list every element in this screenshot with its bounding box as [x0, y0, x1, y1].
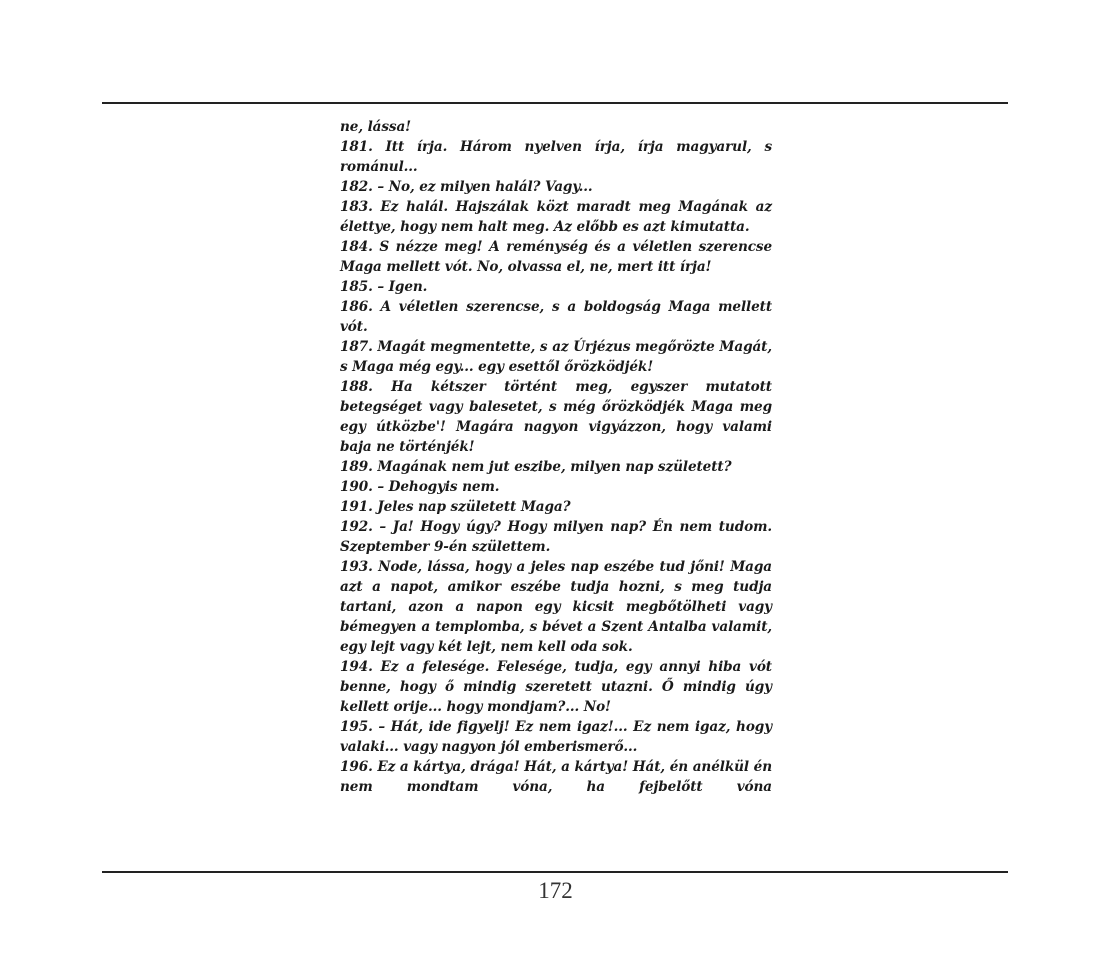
paragraph: 182. – No, ez milyen halál? Vagy... [340, 179, 593, 195]
paragraph: 194. Ez a felesége. Felesége, tudja, egy annyi hiba vót benne, hogy ő mindig szeretett utazni. Ő mindig úgy kellett orije... hogy mondjam?... No! [340, 659, 772, 715]
paragraph: 196. Ez a kártya, drága! Hát, a kártya! Hát, én anélkül én nem mondtam vóna, ha fejbelőtt vóna [340, 759, 772, 795]
bottom-rule [102, 871, 1008, 873]
paragraph: 186. A véletlen szerencse, s a boldogság Maga mellett vót. [340, 299, 772, 335]
paragraph: 185. – Igen. [340, 279, 428, 295]
paragraph: 191. Jeles nap született Maga? [340, 499, 571, 515]
top-rule [102, 102, 1008, 104]
paragraph: 189. Magának nem jut eszibe, milyen nap született? [340, 459, 732, 475]
paragraph: 190. – Dehogyis nem. [340, 479, 500, 495]
paragraph: 187. Magát megmentette, s az Úrjézus megőrözte Magát, s Maga még egy... egy esettől őrözködjék! [340, 339, 772, 375]
paragraph: 192. – Ja! Hogy úgy? Hogy milyen nap? Én nem tudom. Szeptember 9-én születtem. [340, 519, 772, 555]
paragraph: ne, lássa! [340, 119, 412, 135]
paragraph: 181. Itt írja. Három nyelven írja, írja magyarul, s románul... [340, 139, 772, 175]
paragraph: 188. Ha kétszer történt meg, egyszer mutatott betegséget vagy balesetet, s még őrözködjék Maga meg egy útközbe'! Magára nagyon vigyázzon, hogy valami baja ne történjék! [340, 379, 772, 455]
body-text [340, 117, 772, 797]
paragraph: 184. S nézze meg! A reménység és a véletlen szerencse Maga mellett vót. No, olvassa el, ne, mert itt írja! [340, 239, 772, 275]
paragraph: 195. – Hát, ide figyelj! Ez nem igaz!... Ez nem igaz, hogy valaki... vagy nagyon jól emberismerő... [340, 719, 772, 755]
paragraph: 183. Ez halál. Hajszálak közt maradt meg Magának az élettye, hogy nem halt meg. Az előbb es azt kimutatta. [340, 199, 772, 235]
paragraph: 193. Node, lássa, hogy a jeles nap eszébe tud jőni! Maga azt a napot, amikor eszébe tudja hozni, s meg tudja tartani, azon a napon egy kicsit megbőtölheti vagy bémegyen a templomba, s bévet a Szent Antalba valamit, egy lejt vagy két lejt, nem kell oda sok. [340, 559, 772, 655]
page-number: 172 [538, 878, 573, 903]
